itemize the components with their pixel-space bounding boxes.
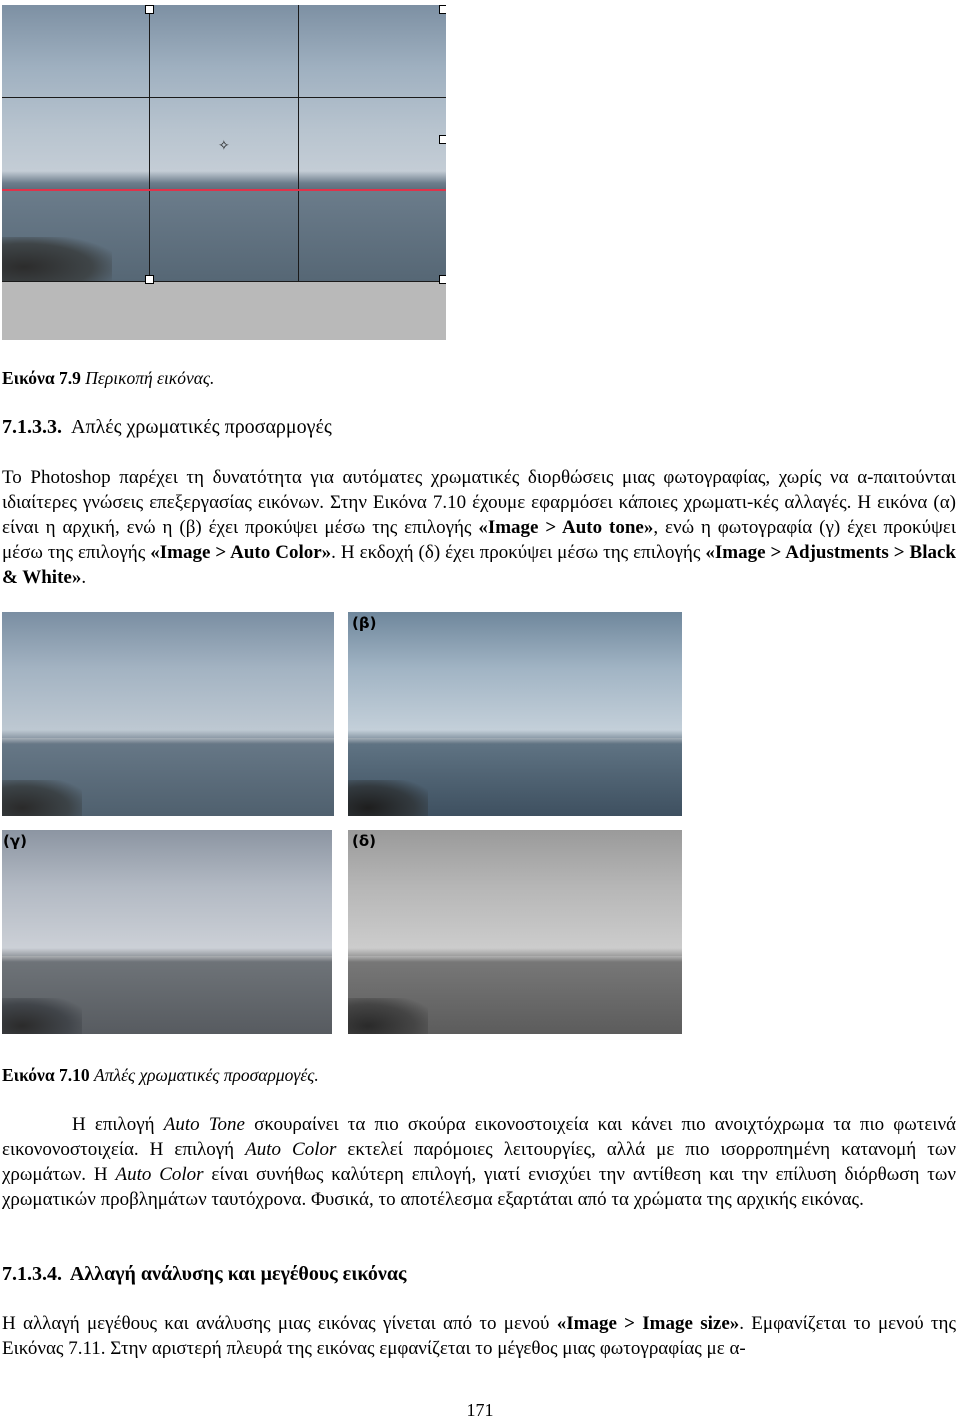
crop-handle[interactable]	[439, 275, 446, 284]
crop-grid-line	[2, 189, 446, 191]
section-heading-7-1-3-4: 7.1.3.4. Αλλαγή ανάλυσης και μεγέθους εικόνας	[2, 1263, 407, 1285]
crop-border	[2, 281, 446, 282]
photo-original	[2, 612, 334, 816]
crop-grid-line	[149, 5, 150, 281]
crop-photo	[2, 5, 446, 340]
figure-7-9-caption: Εικόνα 7.9 Περικοπή εικόνας.	[2, 368, 215, 388]
panel-label-beta: (β)	[352, 614, 377, 632]
crop-handle[interactable]	[145, 275, 154, 284]
panel-label-delta: (δ)	[352, 832, 377, 850]
crop-grid-line	[2, 97, 446, 98]
photo-auto-tone	[348, 612, 682, 816]
photo-black-white	[348, 830, 682, 1034]
figure-7-10-caption: Εικόνα 7.10 Απλές χρωματικές προσαρμογές.	[2, 1065, 319, 1085]
panel-label-gamma: (γ)	[3, 832, 27, 850]
crop-grid-line	[298, 5, 299, 281]
section-heading-7-1-3-3: 7.1.3.3. Απλές χρωματικές προσαρμογές	[2, 416, 332, 438]
photo-auto-color	[2, 830, 332, 1034]
paragraph-auto-tone-explanation: Η επιλογή Auto Tone σκουραίνει τα πιο σκούρα εικονοστοιχεία και κάνει πιο ανοιχτόχρωμα τα πιο φωτεινά εικονονοστοιχεία. Η επιλογή Auto Color εκτελεί παρόμοιες λειτουργίες, αλλά με πιο ισορροπημένη κατανομή των χρωμάτων. Η Auto Color είναι συνήθως καλύτερη επιλογή, γιατί ενισχύει την αντίθεση και την επίλυση διόρθωση των χρωματικών προβλημάτων ταυτόχρονα. Φυσικά, το αποτέλεσμα εξαρτάται από τα χρώματα της αρχικής εικόνας.	[2, 1114, 957, 1210]
paragraph-image-size: Η αλλαγή μεγέθους και ανάλυσης μιας εικόνας γίνεται από το μενού «Image > Image size». Εμφανίζεται το μενού της Εικόνας 7.11. Στην αριστερή πλευρά της εικόνας εμφανίζεται το μέγεθος μιας φωτογραφίας με α-	[2, 1313, 956, 1359]
crop-handle[interactable]	[439, 135, 446, 144]
crop-center-icon: ✧	[218, 138, 230, 154]
shore-rocks	[2, 237, 112, 287]
crop-handle[interactable]	[145, 5, 154, 14]
page-number: 171	[466, 1400, 494, 1420]
paragraph-auto-color-intro: Το Photoshop παρέχει τη δυνατότητα για αυτόματες χρωματικές διορθώσεις μιας φωτογραφίας, χωρίς να α-παιτούνται ιδιαίτερες γνώσεις επεξεργασίας εικόνων. Στην Εικόνα 7.10 έχουμε εφαρμόσει κάποιες χρωματι-κές αλλαγές. Η εικόνα (α) είναι η αρχική, ενώ η (β) έχει προκύψει μέσω της επιλογής «Image > Auto tone», ενώ η φωτογραφία (γ) έχει προκύψει μέσω της επιλογής «Image > Auto Color». Η εκδοχή (δ) έχει προκύψει μέσω της επιλογής «Image > Adjustments > Black & White».	[2, 467, 957, 588]
crop-handle[interactable]	[439, 5, 446, 14]
